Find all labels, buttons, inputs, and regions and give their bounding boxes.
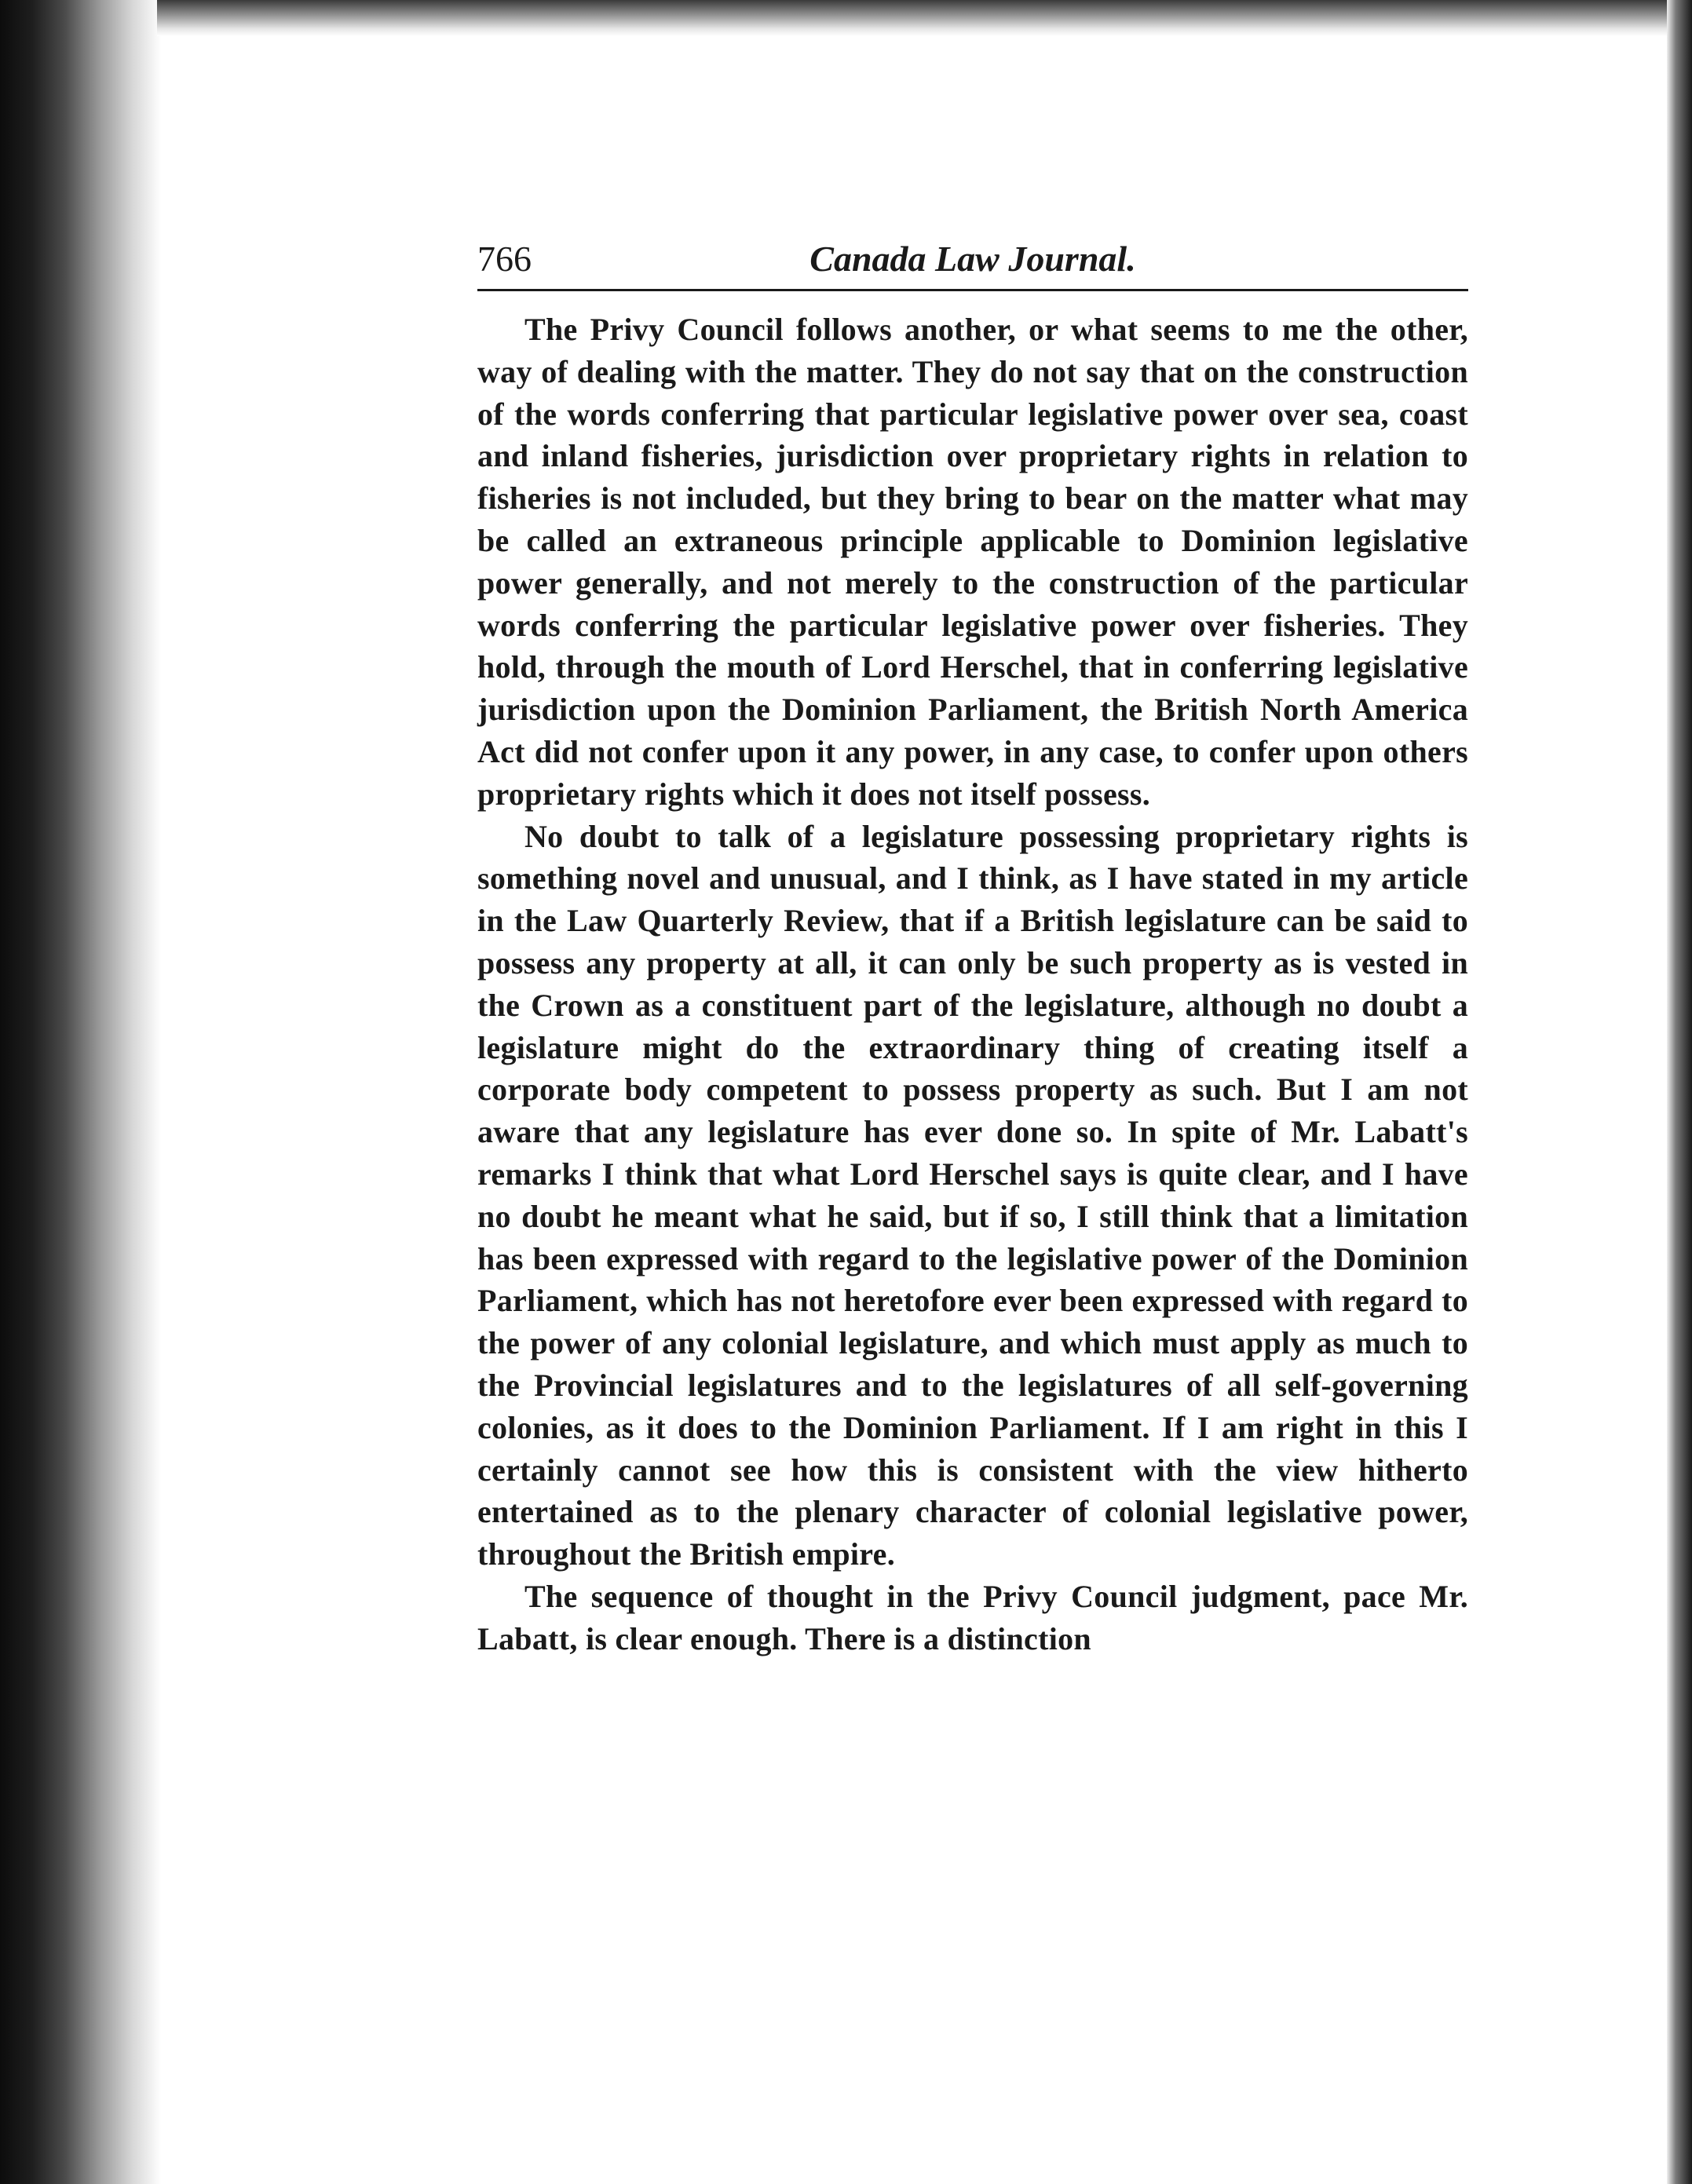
journal-title: Canada Law Journal. [809, 239, 1136, 279]
page-number: 766 [477, 239, 532, 279]
scan-shadow-left [0, 0, 161, 2184]
paragraph-2: No doubt to talk of a legislature possessing proprietary rights is something novel and unusual, and I think, as I have stated in my article in the Law Quarterly Review, that if a British legislature can be said to possess any property at all, it can only be such property as is vested in the Crown as a constituent part of the legislature, although no doubt a legislature might do the extraordinary thing of creating itself a corporate body competent to possess property as such. But I am not aware that any legislature has ever done so. In spite of Mr. Labatt's remarks I think that what Lord Herschel says is quite clear, and I have no doubt he meant what he said, but if so, I still think that a limitation has been expressed with regard to the legislative power of the Dominion Parliament, which has not heretofore ever been expressed with regard to the power of any colonial legislature, and which must apply as much to the Provincial legislatures and to the legislatures of all self-governing colonies, as it does to the Dominion Parliament. If I am right in this I certainly cannot see how this is consistent with the view hitherto entertained as to the plenary character of colonial legislative power, throughout the British empire. [477, 818, 1468, 1572]
header-rule [477, 289, 1468, 291]
page-header [477, 236, 1468, 283]
journal-page [477, 236, 1468, 1660]
article-body [477, 309, 1468, 1660]
paragraph-3: The sequence of thought in the Privy Council judgment, pace Mr. Labatt, is clear enough. There is a distinction [477, 1578, 1468, 1656]
paragraph-1: The Privy Council follows another, or what seems to me the other, way of dealing with the matter. They do not say that on the construction of the words conferring that particular legislative power over sea, coast and inland fisheries, jurisdiction over proprietary rights in relation to fisheries is not included, but they bring to bear on the matter what may be called an extraneous principle applicable to Dominion legislative power generally, and not merely to the construction of the particular words conferring the particular legislative power over fisheries. They hold, through the mouth of Lord Herschel, that in conferring legislative jurisdiction upon the Dominion Parliament, the British North America Act did not confer upon it any power, in any case, to confer upon others proprietary rights which it does not itself possess. [477, 312, 1468, 812]
scan-shadow-right [1667, 0, 1692, 2184]
scan-shadow-top [157, 0, 1668, 36]
